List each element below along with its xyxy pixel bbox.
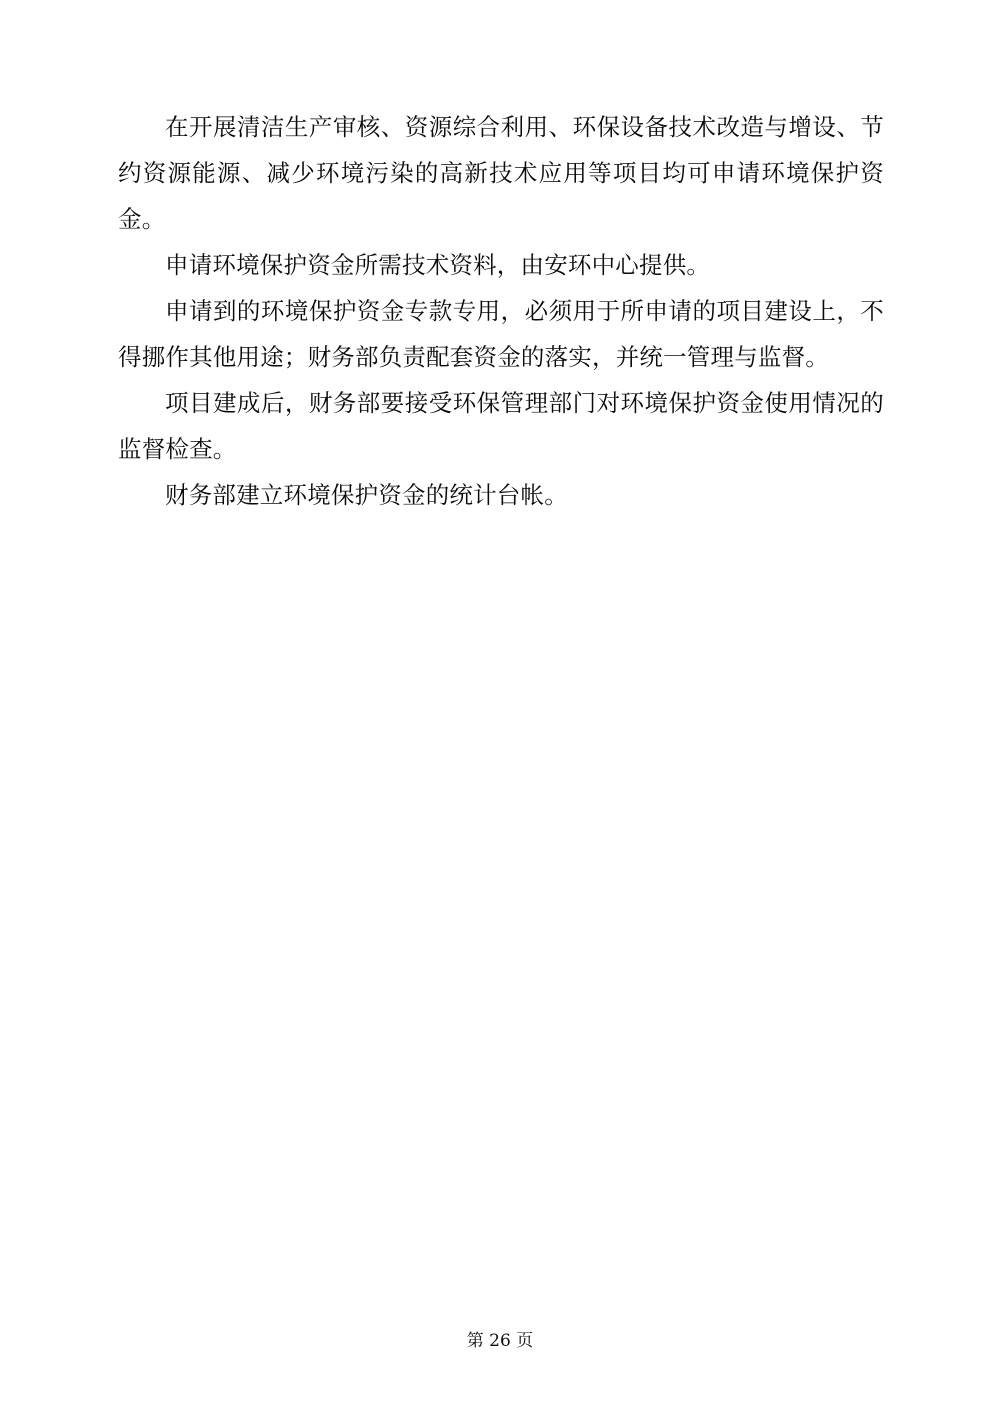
- page-footer: [0, 1330, 1000, 1352]
- paragraph: 申请环境保护资金所需技术资料，由安环中心提供。: [165, 251, 711, 279]
- page-number: 第 26 页: [466, 1331, 534, 1351]
- paragraph: 项目建成后，财务部要接受环保管理部门对环境保护资金使用情况的监督检查。: [118, 389, 884, 463]
- paragraph: 申请到的环境保护资金专款专用，必须用于所申请的项目建设上，不得挪作其他用途；财务部负责配套资金的落实，并统一管理与监督。: [118, 297, 884, 371]
- document-body: [118, 104, 884, 518]
- paragraph: 财务部建立环境保护资金的统计台帐。: [165, 481, 568, 509]
- paragraph: 在开展清洁生产审核、资源综合利用、环保设备技术改造与增设、节约资源能源、减少环境污染的高新技术应用等项目均可申请环境保护资金。: [118, 113, 884, 233]
